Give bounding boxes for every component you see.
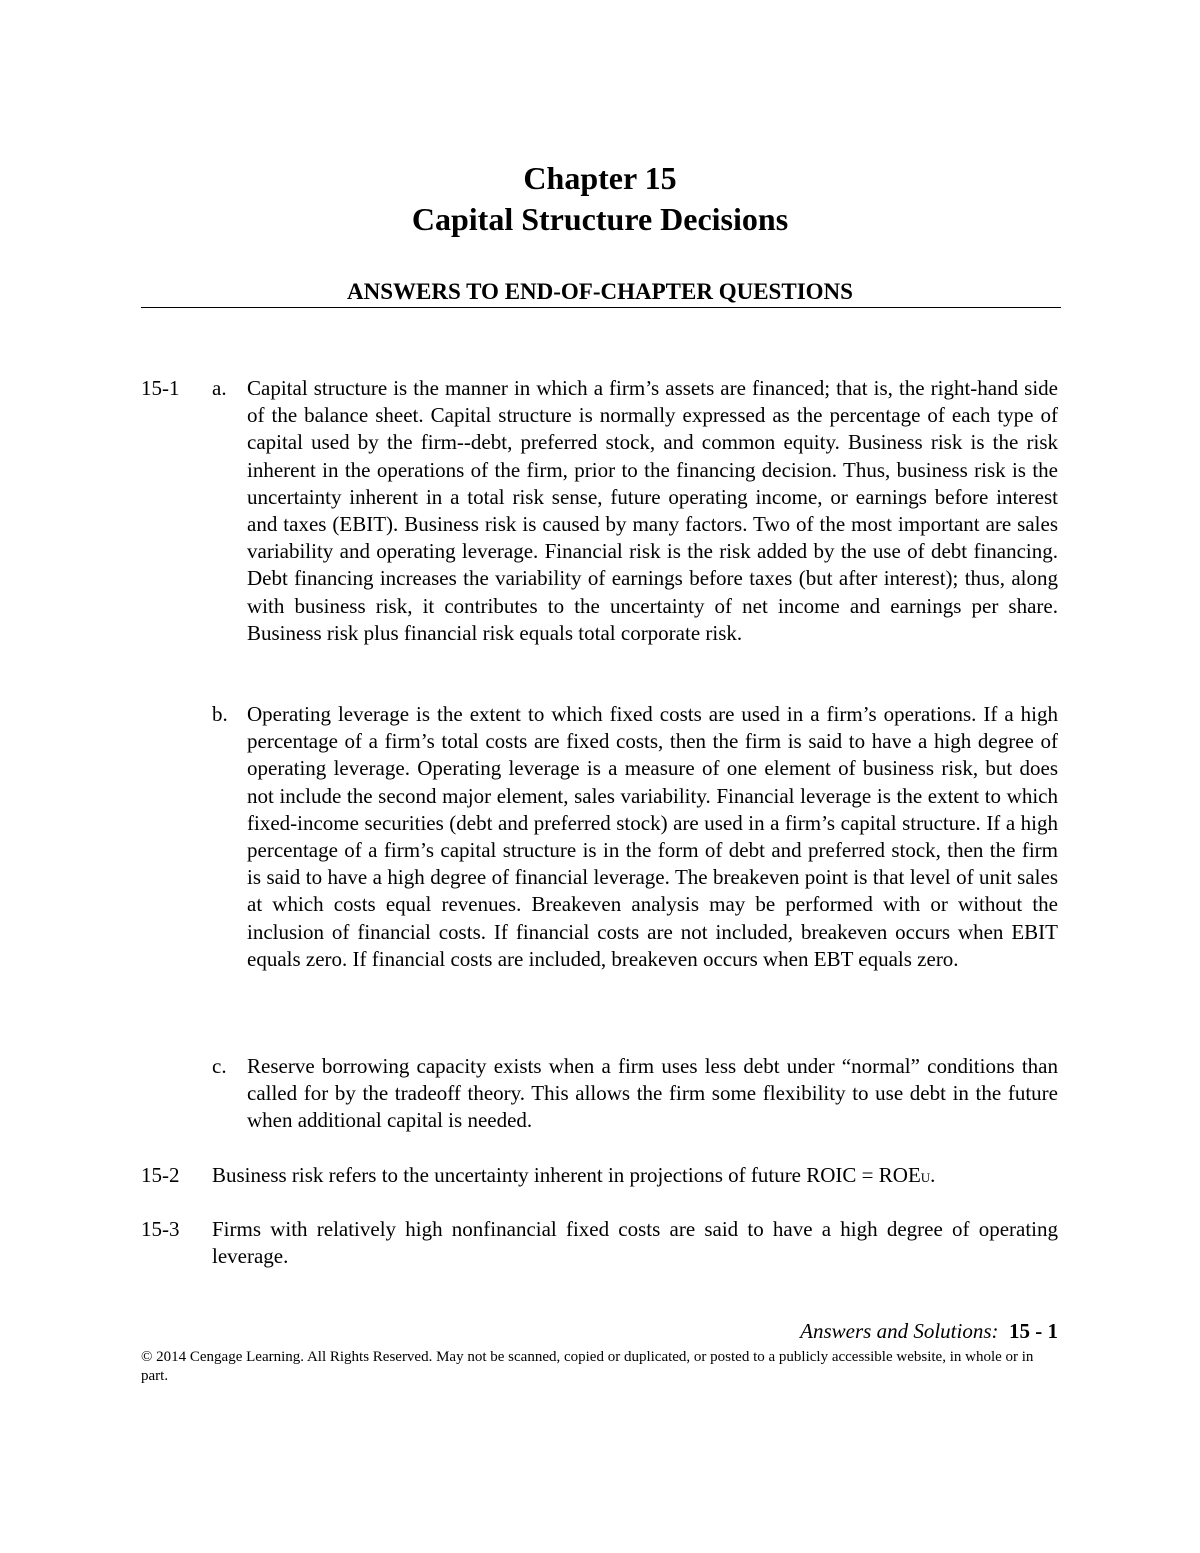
section-heading: ANSWERS TO END-OF-CHAPTER QUESTIONS <box>347 279 853 304</box>
chapter-title: Capital Structure Decisions <box>411 201 789 237</box>
part-letter: a. <box>212 376 227 400</box>
chapter-number: Chapter 15 <box>523 160 677 196</box>
answer-text: Business risk refers to the uncertainty inherent in projections of future ROIC = ROE <box>212 1163 921 1187</box>
answer-paragraph: Firms with relatively high nonfinancial fixed costs are said to have a high degree of operating leverage. <box>212 1217 1058 1269</box>
answer-text-end: . <box>930 1163 936 1187</box>
answer-paragraph <box>212 1162 1058 1191</box>
page-number: 15 - 1 <box>1009 1319 1058 1343</box>
subscript: U <box>920 1170 931 1185</box>
footer-label: Answers and Solutions: <box>800 1319 999 1343</box>
heading-divider <box>141 307 1061 308</box>
answer-paragraph: Capital structure is the manner in which a firm’s assets are financed; that is, the right-hand side of the balance sheet. Capital structure is normally expressed as the percentage of each type of capital used by the firm--debt, preferred stock, and common equity. Business risk is the risk inherent in the operations of the firm, prior to the financing decision. Thus, business risk is the uncertainty inherent in a total risk sense, future operating income, or earnings before interest and taxes (EBIT). Business risk is caused by many factors. Two of the most important are sales variability and operating leverage. Financial risk is the risk added by the use of debt financing. Debt financing increases the variability of earnings before taxes (but after interest); thus, along with business risk, it contributes to the uncertainty of net income and earnings per share. Business risk plus financial risk equals total corporate risk. <box>247 376 1058 645</box>
part-letter: b. <box>212 702 228 726</box>
answer-paragraph: Reserve borrowing capacity exists when a firm uses less debt under “normal” conditions than called for by the tradeoff theory. This allows the firm some flexibility to use debt in the future when additional capital is needed. <box>247 1054 1058 1133</box>
copyright-notice: © 2014 Cengage Learning. All Rights Reserved. May not be scanned, copied or duplicated, or posted to a publicly accessible website, in whole or in part. <box>141 1349 1034 1384</box>
answer-paragraph: Operating leverage is the extent to which fixed costs are used in a firm’s operations. If a high percentage of a firm’s total costs are fixed costs, then the firm is said to have a high degree of operating leverage. Operating leverage is a measure of one element of business risk, but does not include the second major element, sales variability. Financial leverage is the extent to which fixed-income securities (debt and preferred stock) are used in a firm’s capital structure. If a high percentage of a firm’s capital structure is in the form of debt and preferred stock, then the firm is said to have a high degree of financial leverage. The breakeven point is that level of unit sales at which costs equal revenues. Breakeven analysis may be performed with or without the inclusion of financial costs. If financial costs are not included, breakeven occurs when EBIT equals zero. If financial costs are included, breakeven occurs when EBT equals zero. <box>247 702 1058 971</box>
question-number: 15-2 <box>141 1163 180 1187</box>
question-number: 15-3 <box>141 1217 180 1241</box>
question-number: 15-1 <box>141 376 180 400</box>
page-footer <box>141 1318 1058 1344</box>
part-letter: c. <box>212 1054 227 1078</box>
